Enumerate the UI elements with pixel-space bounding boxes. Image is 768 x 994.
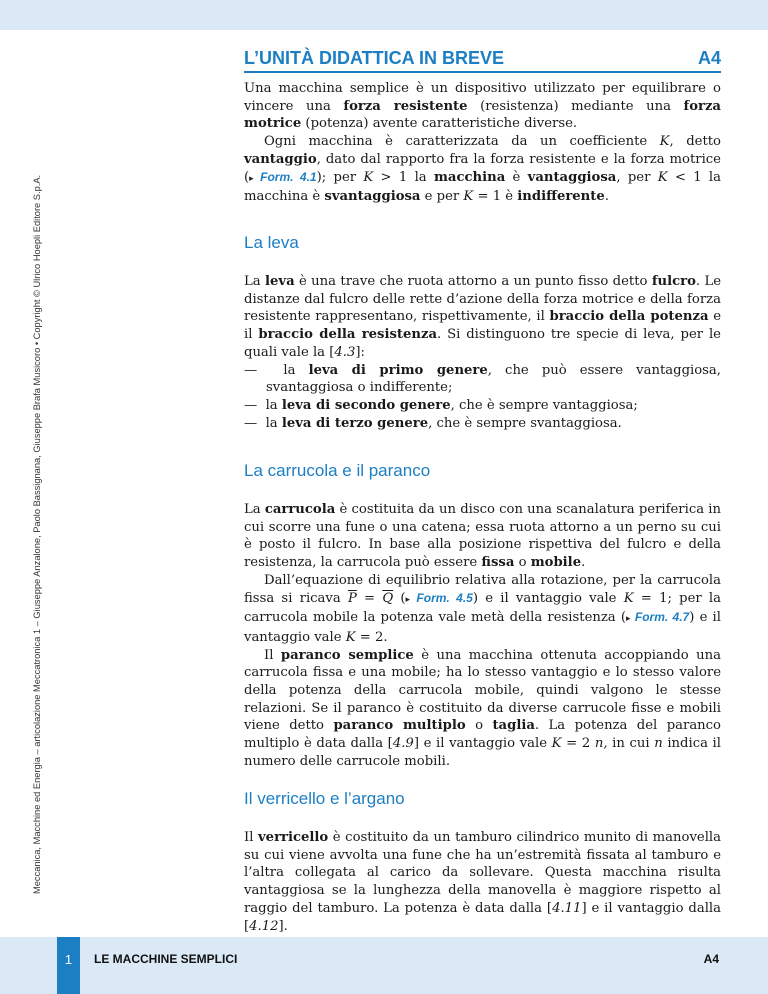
verricello-section <box>244 789 721 935</box>
top-band <box>0 0 768 30</box>
intro-paragraph-1: Una macchina semplice è un dispositivo utilizzato per equilibrare o vincere una forza resistente (resistenza) mediante una forza motrice (potenza) avente caratteristiche diverse. <box>244 81 721 132</box>
carrucola-paragraph-3: Il paranco semplice è una macchina ottenuta accoppiando una carrucola fissa e una mobile; ha lo stesso vantaggio e lo stesso valore della potenza della carrucola mobile, quindi valgono le stesse relazioni. Se il paranco è costituito da diverse carrucole fisse e mobili viene detto paranco multiplo o taglia. La potenza del paranco multiplo è data dalla [4.9] e il vantaggio vale K = 2 n, in cui n indica il numero delle carrucole mobili. <box>244 647 721 769</box>
leva-section <box>244 233 721 432</box>
page-number: 1 <box>64 952 73 967</box>
header-code: A4 <box>697 48 721 68</box>
arrow-icon: ▸ <box>626 614 631 625</box>
list-item: — la leva di primo genere, che può essere vantaggiosa, svantaggiosa o indifferente; <box>244 362 721 396</box>
intro-paragraph-2: Ogni macchina è caratterizzata da un coefficiente K, detto vantaggio, dato dal rapporto fra la forza resistente e la forza motrice (▸ Form. 4.1); per K > 1 la macchina è vantaggiosa, per K < 1 la macchina è svantaggiosa e per K = 1 è indifferente. <box>244 134 721 205</box>
list-item: — la leva di secondo genere, che è sempre vantaggiosa; <box>244 397 638 413</box>
arrow-icon: ▸ <box>405 594 411 605</box>
section-title-carrucola: La carrucola e il paranco <box>244 461 431 480</box>
chapter-title: LE MACCHINE SEMPLICI <box>94 952 238 966</box>
section-title-leva: La leva <box>244 233 299 252</box>
section-title-verricello: Il verricello e l’argano <box>244 789 405 808</box>
carrucola-paragraph-2: Dall’equazione di equilibrio relativa alla rotazione, per la carrucola fissa si ricava $\overline{P} = \overline{Q}$ (▸ Form. 4.5) e il vantaggio vale K = 1; per la carrucola mobile la potenza vale metà della resistenza (▸ Form. 4.7) e il vantaggio vale K = 2. <box>244 572 722 645</box>
list-item: — la leva di terzo genere, che è sempre svantaggiosa. <box>244 415 622 431</box>
carrucola-paragraph-1: La carrucola è costituita da un disco con una scanalatura periferica in cui scorre una fune o una catena; essa ruota attorno a un perno su cui è posto il fulcro. In base alla posizione rispettiva del fulcro e della resistenza, la carrucola può essere fissa o mobile. <box>244 502 721 571</box>
copyright-side-note: Meccanica, Macchine ed Energia – articolazione Meccatronica 1 – Giuseppe Anzalone, Paolo Bassignana, Giuseppe Brafa Musicoro • Copyright © Ulrico Hoepli Editore S.p.A. <box>32 174 42 894</box>
leva-list <box>244 362 721 433</box>
carrucola-section <box>244 461 721 771</box>
leva-paragraph: La leva è una trave che ruota attorno a un punto fisso detto fulcro. Le distanze dal fulcro delle rette d’azione della forza motrice e della forza resistente rappresentano, rispettivamente, il braccio della potenza e il braccio della resistenza. Si distinguono tre specie di leva, per le quali vale la [4.3]: <box>244 274 722 360</box>
header-title: L’UNITÀ DIDATTICA IN BREVE <box>244 48 504 68</box>
arrow-icon: ▸ <box>249 173 254 184</box>
formula-ref-link[interactable]: Form. 4.7 <box>630 610 690 625</box>
formula-ref-link[interactable]: Form. 4.5 <box>410 590 473 605</box>
intro-section <box>244 80 721 206</box>
verricello-paragraph: Il verricello è costituito da un tamburo cilindrico munito di manovella su cui viene avvolta una fune che ha un’estremità fissata al tamburo e l’altra collegata al carico da sollevare. Questa macchina risulta vantaggiosa se la lunghezza della manovella è maggiore rispetto al raggio del tamburo. La potenza è data dalla [4.11] e il vantaggio dalla [4.12]. <box>244 830 722 934</box>
footer-code: A4 <box>703 952 719 966</box>
page-header <box>244 48 721 73</box>
formula-ref-link[interactable]: Form. 4.1 <box>253 169 317 184</box>
